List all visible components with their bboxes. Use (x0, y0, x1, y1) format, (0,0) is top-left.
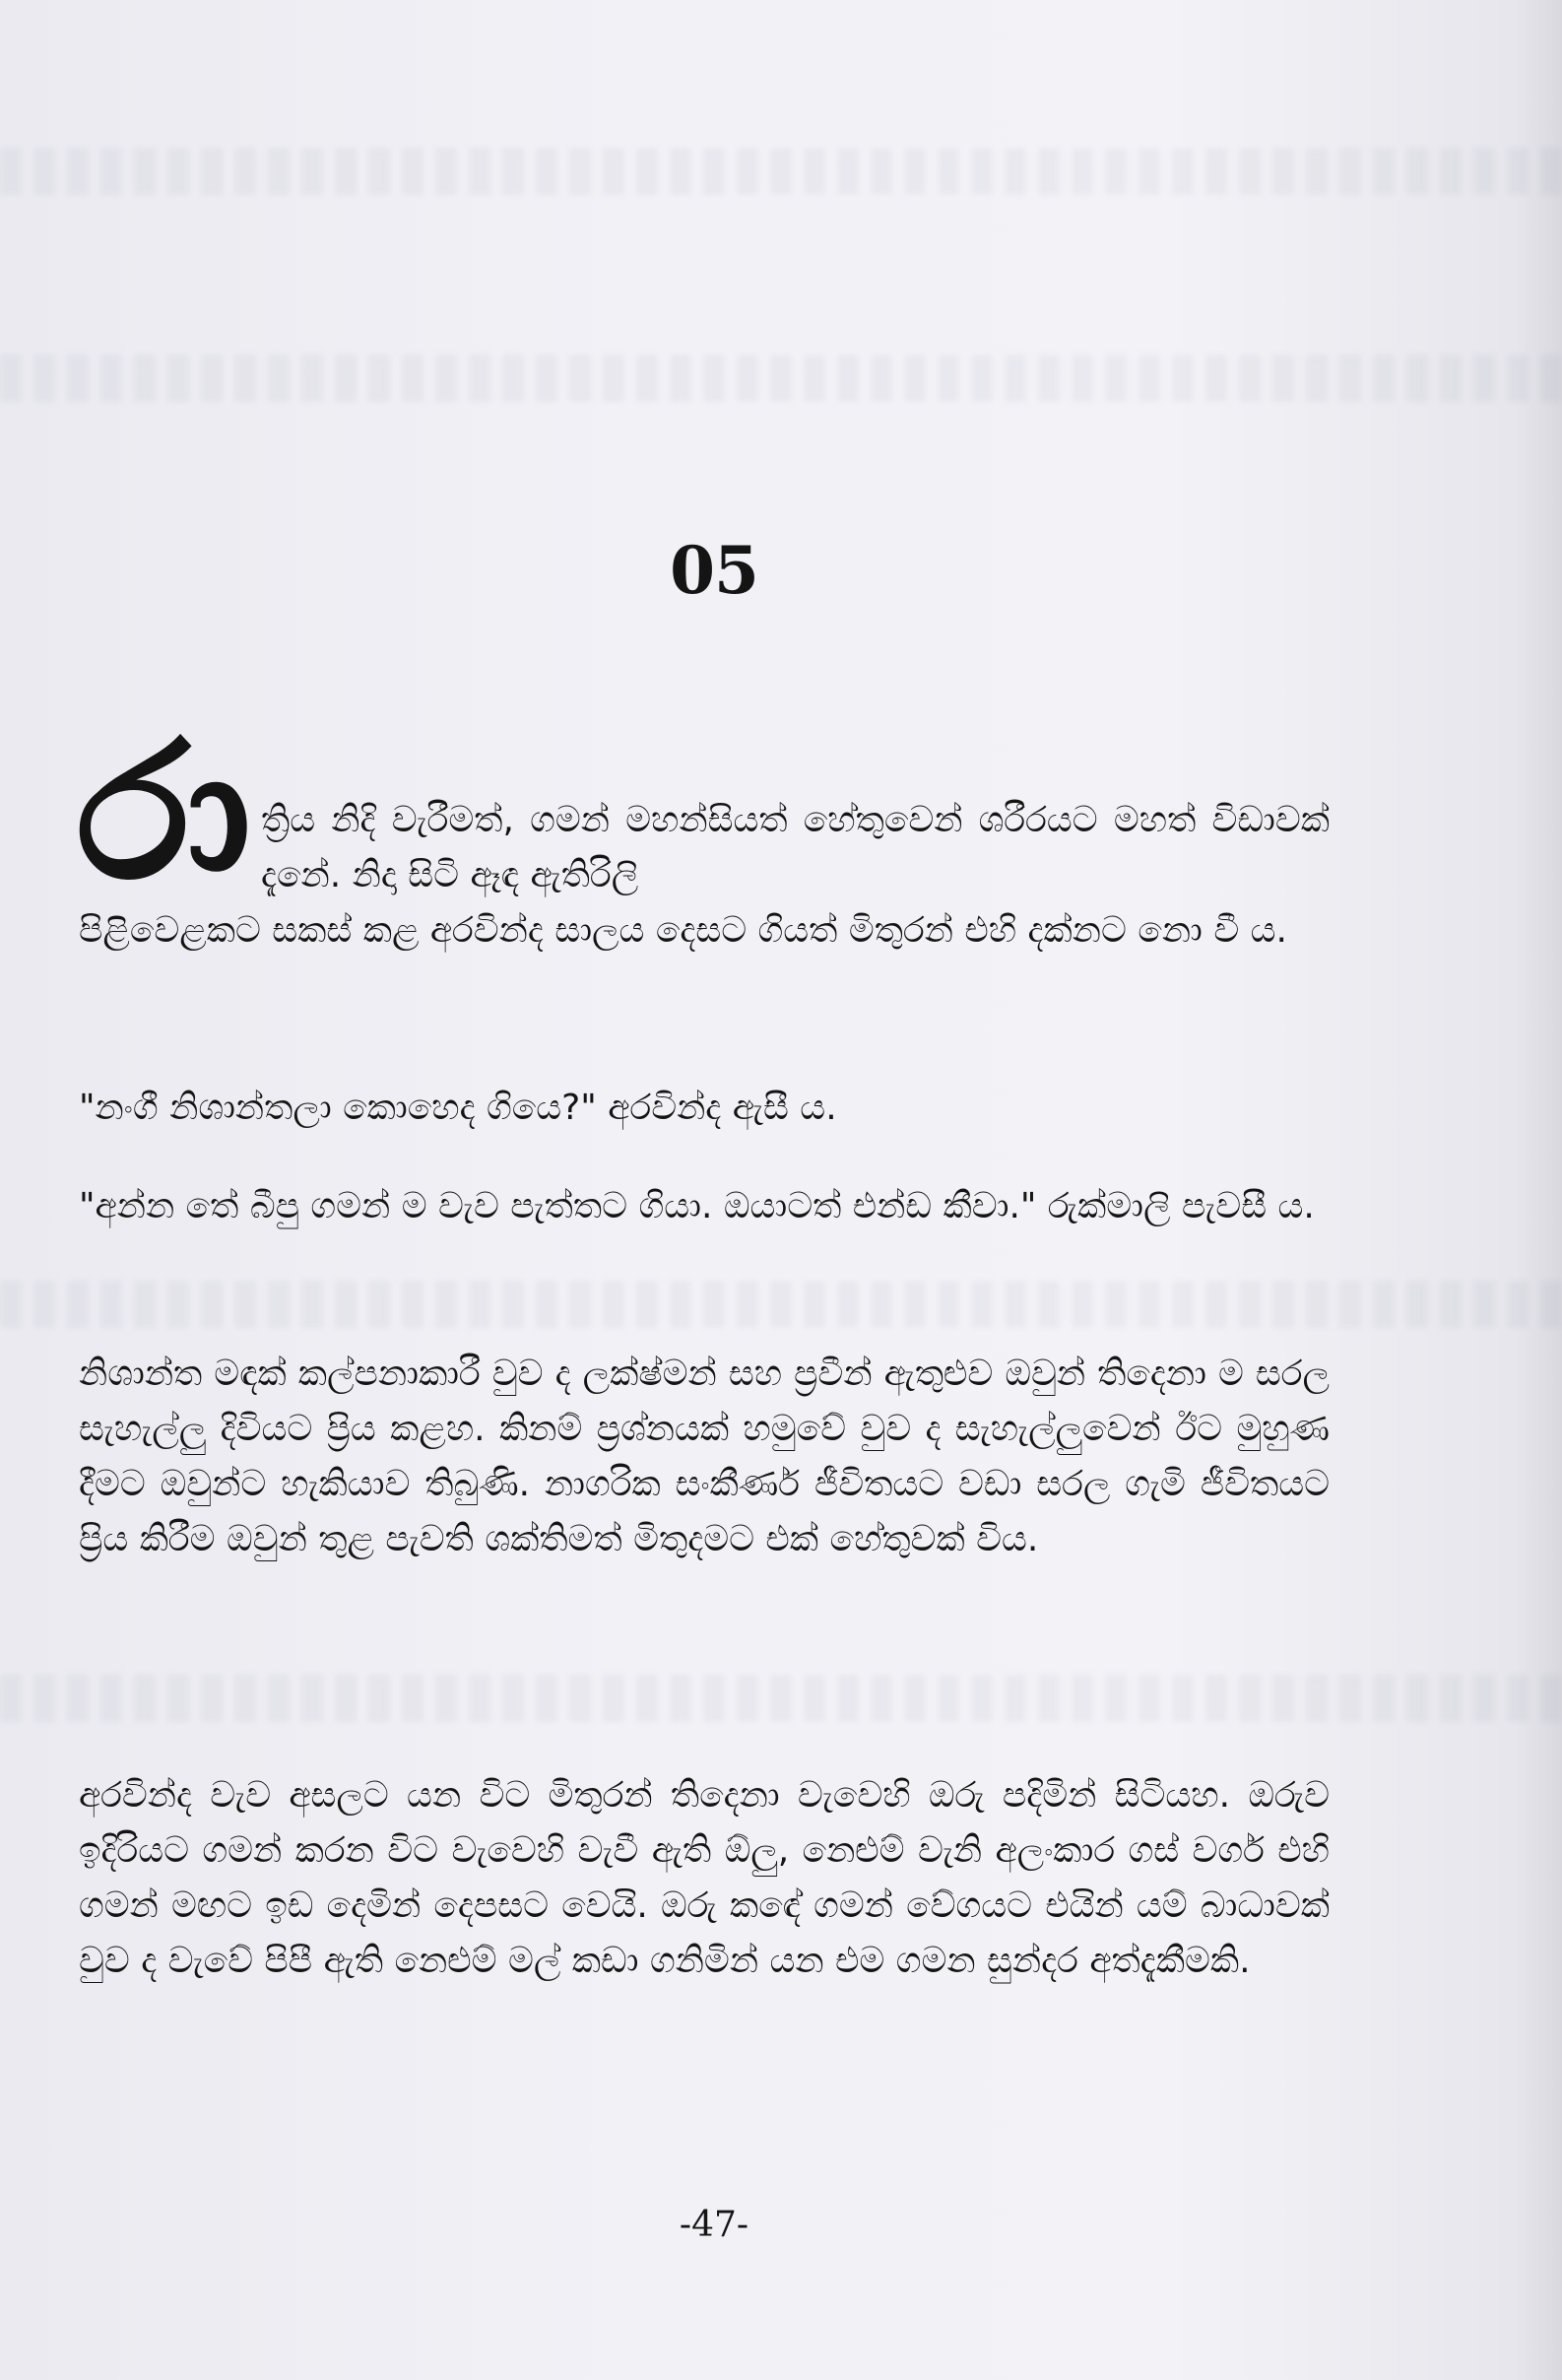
opening-lines: ත්‍රිය නිදි වැරීමත්, ගමන් මහන්සියත් හේතුවෙන් ශරීරයට මහත් විඩාවක් දැනේ. නිදා සිටි ඈඳ ඇතිරිලි (261, 800, 1330, 895)
paragraph: "නංගී නිශාන්තලා කොහෙද ගියෙ?" අරවින්ද ඇසී ය. (79, 1088, 837, 1128)
drop-cap: රා (77, 703, 252, 921)
bleed-through-texture (0, 1675, 1562, 1722)
paragraph: "අන්න තේ බීපු ගමන් ම වැව පැත්තට ගියා. ඔයාටත් එන්ඩ කීවා." රුක්මාලි පැවසී ය. (79, 1186, 1315, 1226)
paragraph: අරවින්ද වැව අසලට යන විට මිතුරන් තිදෙනා වැවෙහි ඔරු පදිමින් සිටියහ. ඔරුව ඉදිරියට ගමන් කරන විට වැවෙහි වැවී ඇති ඕලු, නෙළුම් වැනි අලංකාර ගස් වර්ග එහි ගමන් මඟට ඉඩ දෙමින් දෙපසට වෙයි. ඔරු කඳේ ගමන් වේගයට එයින් යම් බාධාවක් වුව ද වැවේ පිපී ඇති නෙළුම් මල් කඩා ගනිමින් යන එම ගමන සුන්දර අත්දැකීමකි. (79, 1775, 1330, 1981)
bleed-through-texture (0, 1281, 1562, 1328)
paragraph: නිශාන්ත මඳක් කල්පනාකාරී වුව ද ලක්ෂ්මන් සහ ප්‍රවීන් ඇතුළුව ඔවුන් තිදෙනා ම සරල සැහැල්ලු දිවියට ප්‍රිය කළහ. කිනම් ප්‍රශ්නයක් හමුවේ වුව ද සැහැල්ලුවෙන් ඊට මුහුණ දීමට ඔවුන්ට හැකියාව තිබුණි. නාගරික සංකීර්ණ ජීවිතයට වඩා සරල ගැමි ජීවිතයට ප්‍රිය කිරීම ඔවුන් තුළ පැවති ශක්තිමත් මිතුදමට එක් හේතුවක් විය. (79, 1354, 1330, 1559)
bleed-through-texture (0, 355, 1562, 402)
chapter-number: 05 (670, 532, 758, 609)
page-number: -47- (679, 2205, 749, 2245)
opening-continuation: පිළිවෙළකට සකස් කළ අරවින්ද සාලය දෙසට ගියත් මිතුරන් එහි දක්නට නො වී ය. (79, 910, 1287, 951)
bleed-through-texture (0, 148, 1562, 195)
